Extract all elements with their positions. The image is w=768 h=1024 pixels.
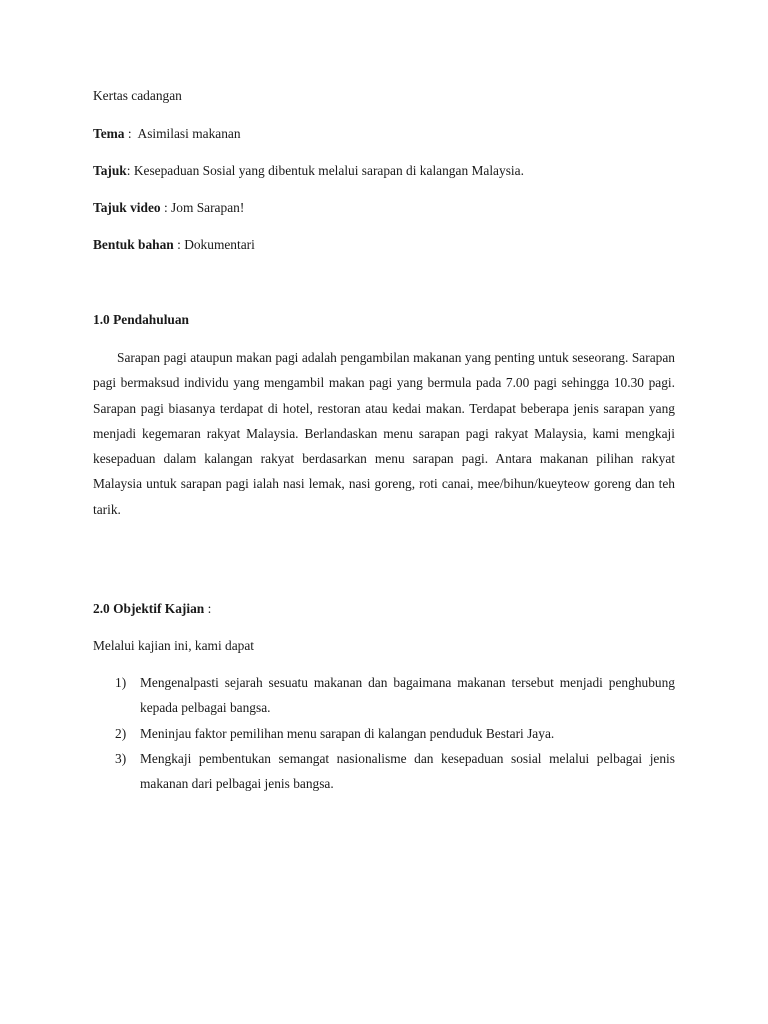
field-bentuk-bahan (93, 237, 255, 253)
doc-type-label: Kertas cadangan (93, 88, 182, 103)
list-item-number: 2) (115, 725, 127, 741)
field-separator: : (126, 163, 134, 178)
section-2-heading-text: 2.0 Objektif Kajian (93, 601, 205, 616)
section-1-heading: 1.0 Pendahuluan (93, 312, 190, 327)
objective-list (93, 670, 675, 796)
list-item-number: 1) (115, 675, 127, 690)
section-2-intro: Melalui kajian ini, kami dapat (93, 638, 255, 653)
section-2-heading (93, 601, 211, 617)
field-separator: : (160, 200, 172, 215)
field-value: Asimilasi makanan (137, 126, 241, 141)
section-1-body: Sarapan pagi ataupun makan pagi adalah pengambilan makanan yang penting untuk seseorang. Sarapan pagi bermaksud individu yang mengambil makan pagi yang bermula pada 7.00 pagi sehingga 10.30 pagi. Sarapan pagi biasanya terdapat di hotel, restoran atau kedai makan. Terdapat beberapa jenis sarapan yang menjadi kegemaran rakyat Malaysia. Berlandaskan menu sarapan pagi rakyat Malaysia, kami mengkaji kesepaduan dalam kalangan rakyat berdasarkan menu sarapan pagi. Antara makanan pilihan rakyat Malaysia untuk sarapan pagi ialah nasi lemak, nasi goreng, roti canai, mee/bihun/kueyteow goreng dan teh tarik. (93, 350, 675, 517)
field-tajuk (93, 163, 524, 179)
section-2-heading-suffix: : (204, 601, 212, 616)
field-tajuk-video (93, 200, 244, 216)
field-value: Kesepaduan Sosial yang dibentuk melalui sarapan di kalangan Malaysia. (133, 163, 524, 178)
field-value: Dokumentari (184, 237, 255, 252)
document-page (93, 0, 675, 1024)
field-label: Tema (93, 126, 125, 141)
field-label: Tajuk (93, 163, 127, 178)
field-value: Jom Sarapan! (171, 200, 245, 215)
field-label: Tajuk video (93, 200, 161, 215)
field-separator: : (173, 237, 185, 252)
list-item-text: Mengkaji pembentukan semangat nasionalisme dan kesepaduan sosial melalui pelbagai jenis makanan dari pelbagai jenis bangsa. (140, 750, 675, 792)
field-label: Bentuk bahan (93, 237, 174, 252)
list-item (93, 721, 675, 746)
list-item (93, 746, 675, 797)
list-item-number: 3) (115, 750, 127, 766)
list-item-text: Mengenalpasti sejarah sesuatu makanan dan bagaimana makanan tersebut menjadi penghubung kepada pelbagai bangsa. (140, 675, 675, 716)
list-item (93, 670, 675, 721)
list-item-text: Meninjau faktor pemilihan menu sarapan di kalangan penduduk Bestari Jaya. (140, 725, 555, 741)
field-tema (93, 126, 241, 142)
field-separator: : (124, 126, 138, 141)
